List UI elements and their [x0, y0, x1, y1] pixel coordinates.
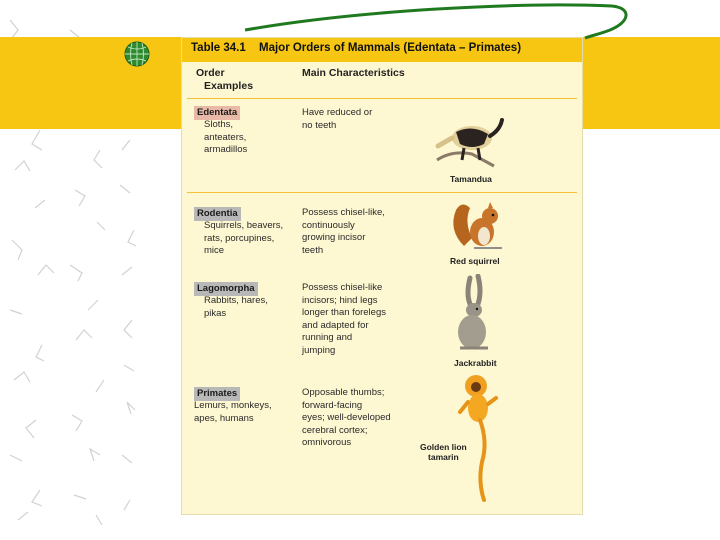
column-header-characteristics: Main Characteristics — [302, 67, 405, 79]
jackrabbit-illustration — [448, 274, 500, 354]
examples-edentata: Sloths, anteaters, armadillos — [204, 119, 248, 155]
characteristics-rodentia: Possess chisel-like, continuously growing incisor teeth — [302, 207, 385, 256]
caption-jackrabbit: Jackrabbit — [454, 358, 497, 368]
order-name-primates: Primates — [194, 387, 240, 401]
characteristics-edentata: Have reduced or no teeth — [302, 107, 373, 131]
examples-rodentia: Squirrels, beavers, rats, porcupines, mice — [204, 220, 284, 256]
caption-golden-lion-tamarin: Golden lion tamarin — [420, 442, 467, 462]
tamandua-illustration — [432, 110, 507, 170]
characteristics-lagomorpha: Possess chisel-like incisors; hind legs longer than forelegs and adapted for running and jumping — [302, 282, 386, 356]
order-name-lagomorpha: Lagomorpha — [194, 282, 258, 296]
examples-primates: Lemurs, monkeys, apes, humans — [194, 400, 272, 424]
globe-icon — [124, 41, 150, 67]
caption-red-squirrel: Red squirrel — [450, 256, 500, 266]
characteristics-primates: Opposable thumbs; forward-facing eyes; well-developed cerebral cortex; omnivorous — [302, 387, 391, 448]
examples-lagomorpha: Rabbits, hares, pikas — [204, 295, 268, 319]
column-header-examples: Examples — [204, 80, 254, 92]
caption-tamandua: Tamandua — [450, 174, 492, 184]
order-name-edentata: Edentata — [194, 106, 240, 120]
table-number: Table 34.1 — [191, 42, 246, 54]
header-rule — [187, 98, 577, 99]
row-rule-1 — [187, 192, 577, 193]
order-name-rodentia: Rodentia — [194, 207, 241, 221]
table-title: Major Orders of Mammals (Edentata – Primates) — [259, 42, 522, 54]
red-squirrel-illustration — [446, 196, 510, 252]
golden-lion-tamarin-illustration — [458, 372, 502, 504]
mammal-orders-table — [181, 37, 583, 515]
table-title-bar — [182, 38, 582, 62]
column-header-order: Order — [196, 67, 225, 79]
